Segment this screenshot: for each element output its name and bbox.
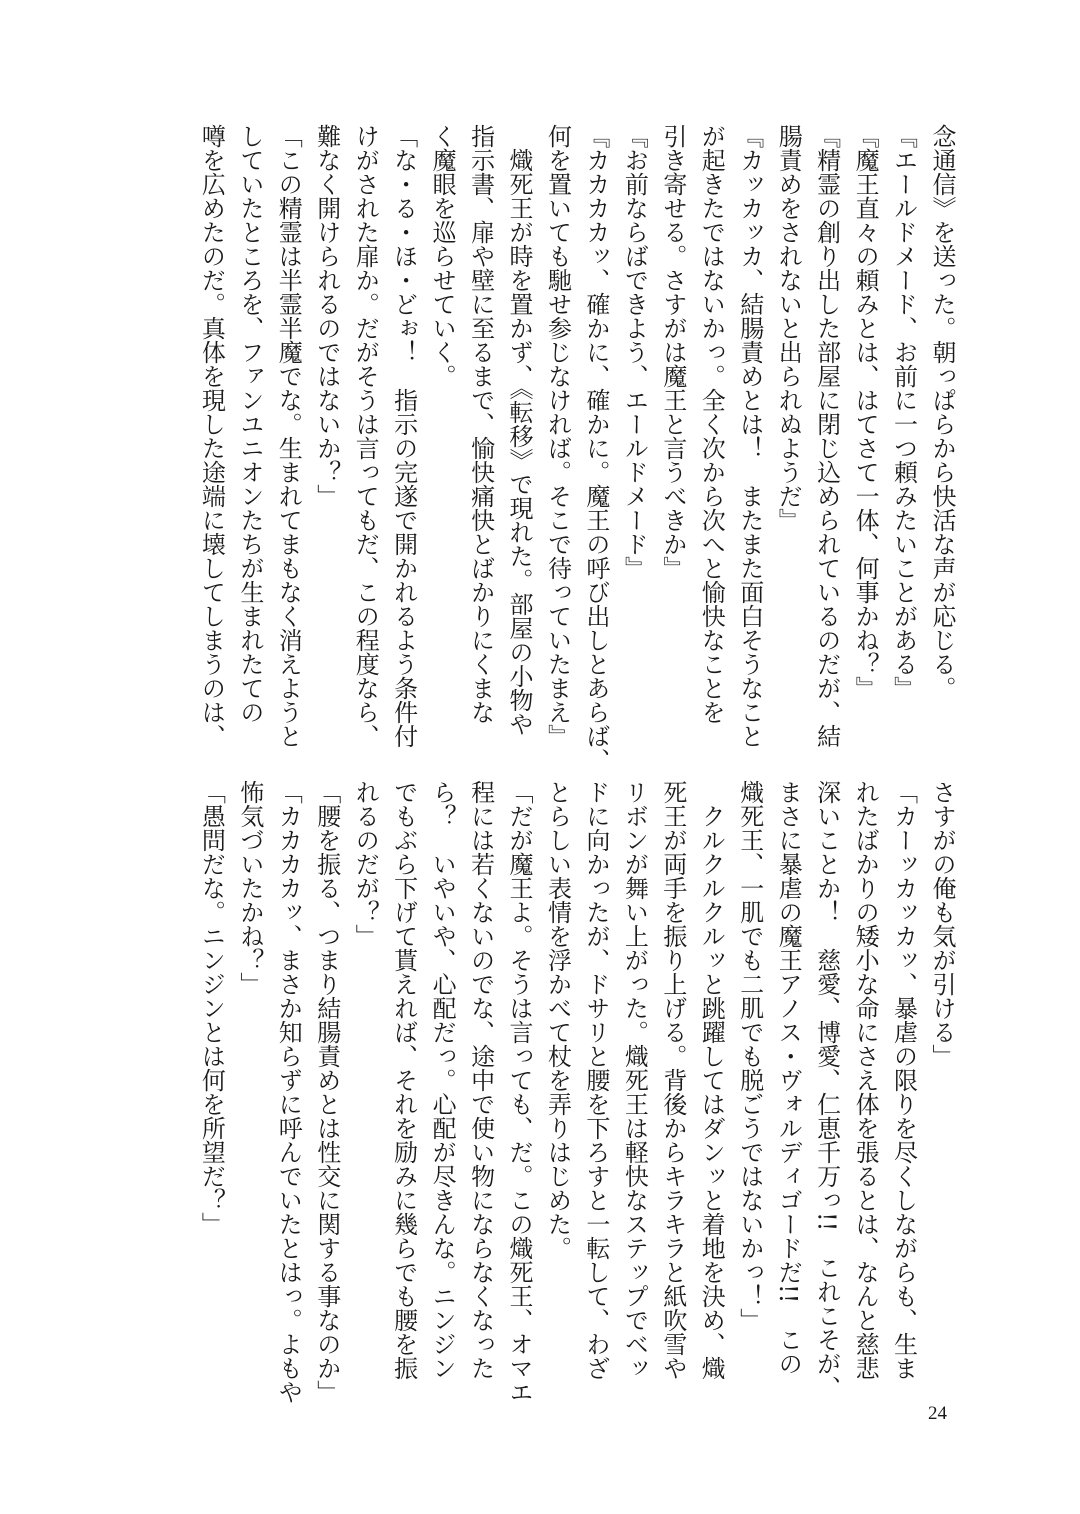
bottom-text-block: [192, 780, 961, 1404]
text-line: リボンが舞い上がった。熾死王は軽快なステップでベッ: [620, 780, 649, 1380]
text-line: く魔眼を巡らせていく。: [428, 124, 457, 388]
text-line: 「カーッカッカッ、暴虐の限りを尽くしながらも、生ま: [889, 780, 918, 1380]
text-line: 何を置いても馳せ参じなければ。そこで待っていたまえ』: [543, 124, 572, 748]
top-text-block: [192, 124, 961, 772]
text-line: ら？ いやいや、心配だっ。心配が尽きんな。ニンジン: [428, 780, 457, 1380]
text-line: 「この精霊は半霊半魔でな。生まれてまもなく消えようと: [274, 124, 303, 748]
text-line: でもぶら下げて貰えれば、それを励みに幾らでも腰を振: [389, 780, 418, 1380]
text-line: 指示書、扉や壁に至るまで、愉快痛快とばかりにくまな: [466, 124, 495, 724]
text-line: 熾死王、一肌でも二肌でも脱ごうではないかっ！」: [735, 780, 764, 1332]
text-line: ドに向かったが、ドサリと腰を下ろすと一転して、わざ: [581, 780, 610, 1380]
text-line: とらしい表情を浮かべて杖を弄りはじめた。: [543, 780, 572, 1260]
text-line: 「愚問だな。ニンジンとは何を所望だ？」: [197, 780, 226, 1236]
text-line: 「腰を振る、つまり結腸責めとは性交に関する事なのか」: [312, 780, 341, 1404]
text-line: 腸責めをされないと出られぬようだ』: [774, 124, 803, 532]
text-line: 『魔王直々の頼みとは、はてさて一体、何事かね？』: [851, 124, 880, 700]
text-line: 『エールドメード、お前に一つ頼みたいことがある』: [889, 124, 918, 700]
text-line: 引き寄せる。さすがは魔王と言うべきか』: [658, 124, 687, 580]
text-line: 『カッカッカ、結腸責めとは！ またまた面白そうなこと: [735, 124, 764, 748]
page-number: 24: [928, 1403, 947, 1424]
text-line: 深いことか！ 慈愛、博愛、仁恵千万っ!! これこそが、: [812, 780, 841, 1400]
text-line: が起きたではないかっ。全く次から次へと愉快なことを: [697, 124, 726, 724]
text-line: 「カカカカッ、まさか知らずに呼んでいたとはっ。よもや: [274, 780, 303, 1404]
text-line: 難なく開けられるのではないか？」: [312, 124, 341, 508]
text-line: 怖気づいたかね？」: [235, 780, 264, 996]
text-line: さすがの俺も気が引ける」: [928, 780, 956, 1068]
text-line: 「だが魔王よ。そうは言っても、だ。この熾死王、オマエ: [505, 780, 534, 1404]
text-line: 「な・る・ほ・どぉ！ 指示の完遂で開かれるよう条件付: [389, 124, 418, 748]
text-line: 『カカカカッ、確かに、確かに。魔王の呼び出しとあらば、: [581, 124, 610, 772]
text-line: 熾死王が時を置かず、《転移》で現れた。部屋の小物や: [505, 124, 534, 736]
text-line: していたところを、ファンユニオンたちが生まれたての: [235, 124, 264, 724]
text-line: れるのだが？」: [351, 780, 380, 948]
text-line: 死王が両手を振り上げる。背後からキラキラと紙吹雪や: [658, 780, 687, 1380]
text-line: まさに暴虐の魔王アノス・ヴォルディゴードだ!! この: [774, 780, 803, 1376]
text-line: れたばかりの矮小な命にさえ体を張るとは、なんと慈悲: [851, 780, 880, 1380]
text-line: クルクルクルッと跳躍してはダンッと着地を決め、熾: [697, 780, 726, 1380]
text-line: 噂を広めたのだ。真体を現した途端に壊してしまうのは、: [197, 124, 226, 748]
text-line: 『精霊の創り出した部屋に閉じ込められているのだが、結: [812, 124, 841, 748]
text-line: けがされた扉か。だがそうは言ってもだ、この程度なら、: [351, 124, 380, 748]
text-line: 念通信》を送った。朝っぱらから快活な声が応じる。: [928, 124, 956, 700]
text-line: 『お前ならばできよう、エールドメード』: [620, 124, 649, 580]
text-line: 程には若くないのでな、途中で使い物にならなくなった: [466, 780, 495, 1380]
